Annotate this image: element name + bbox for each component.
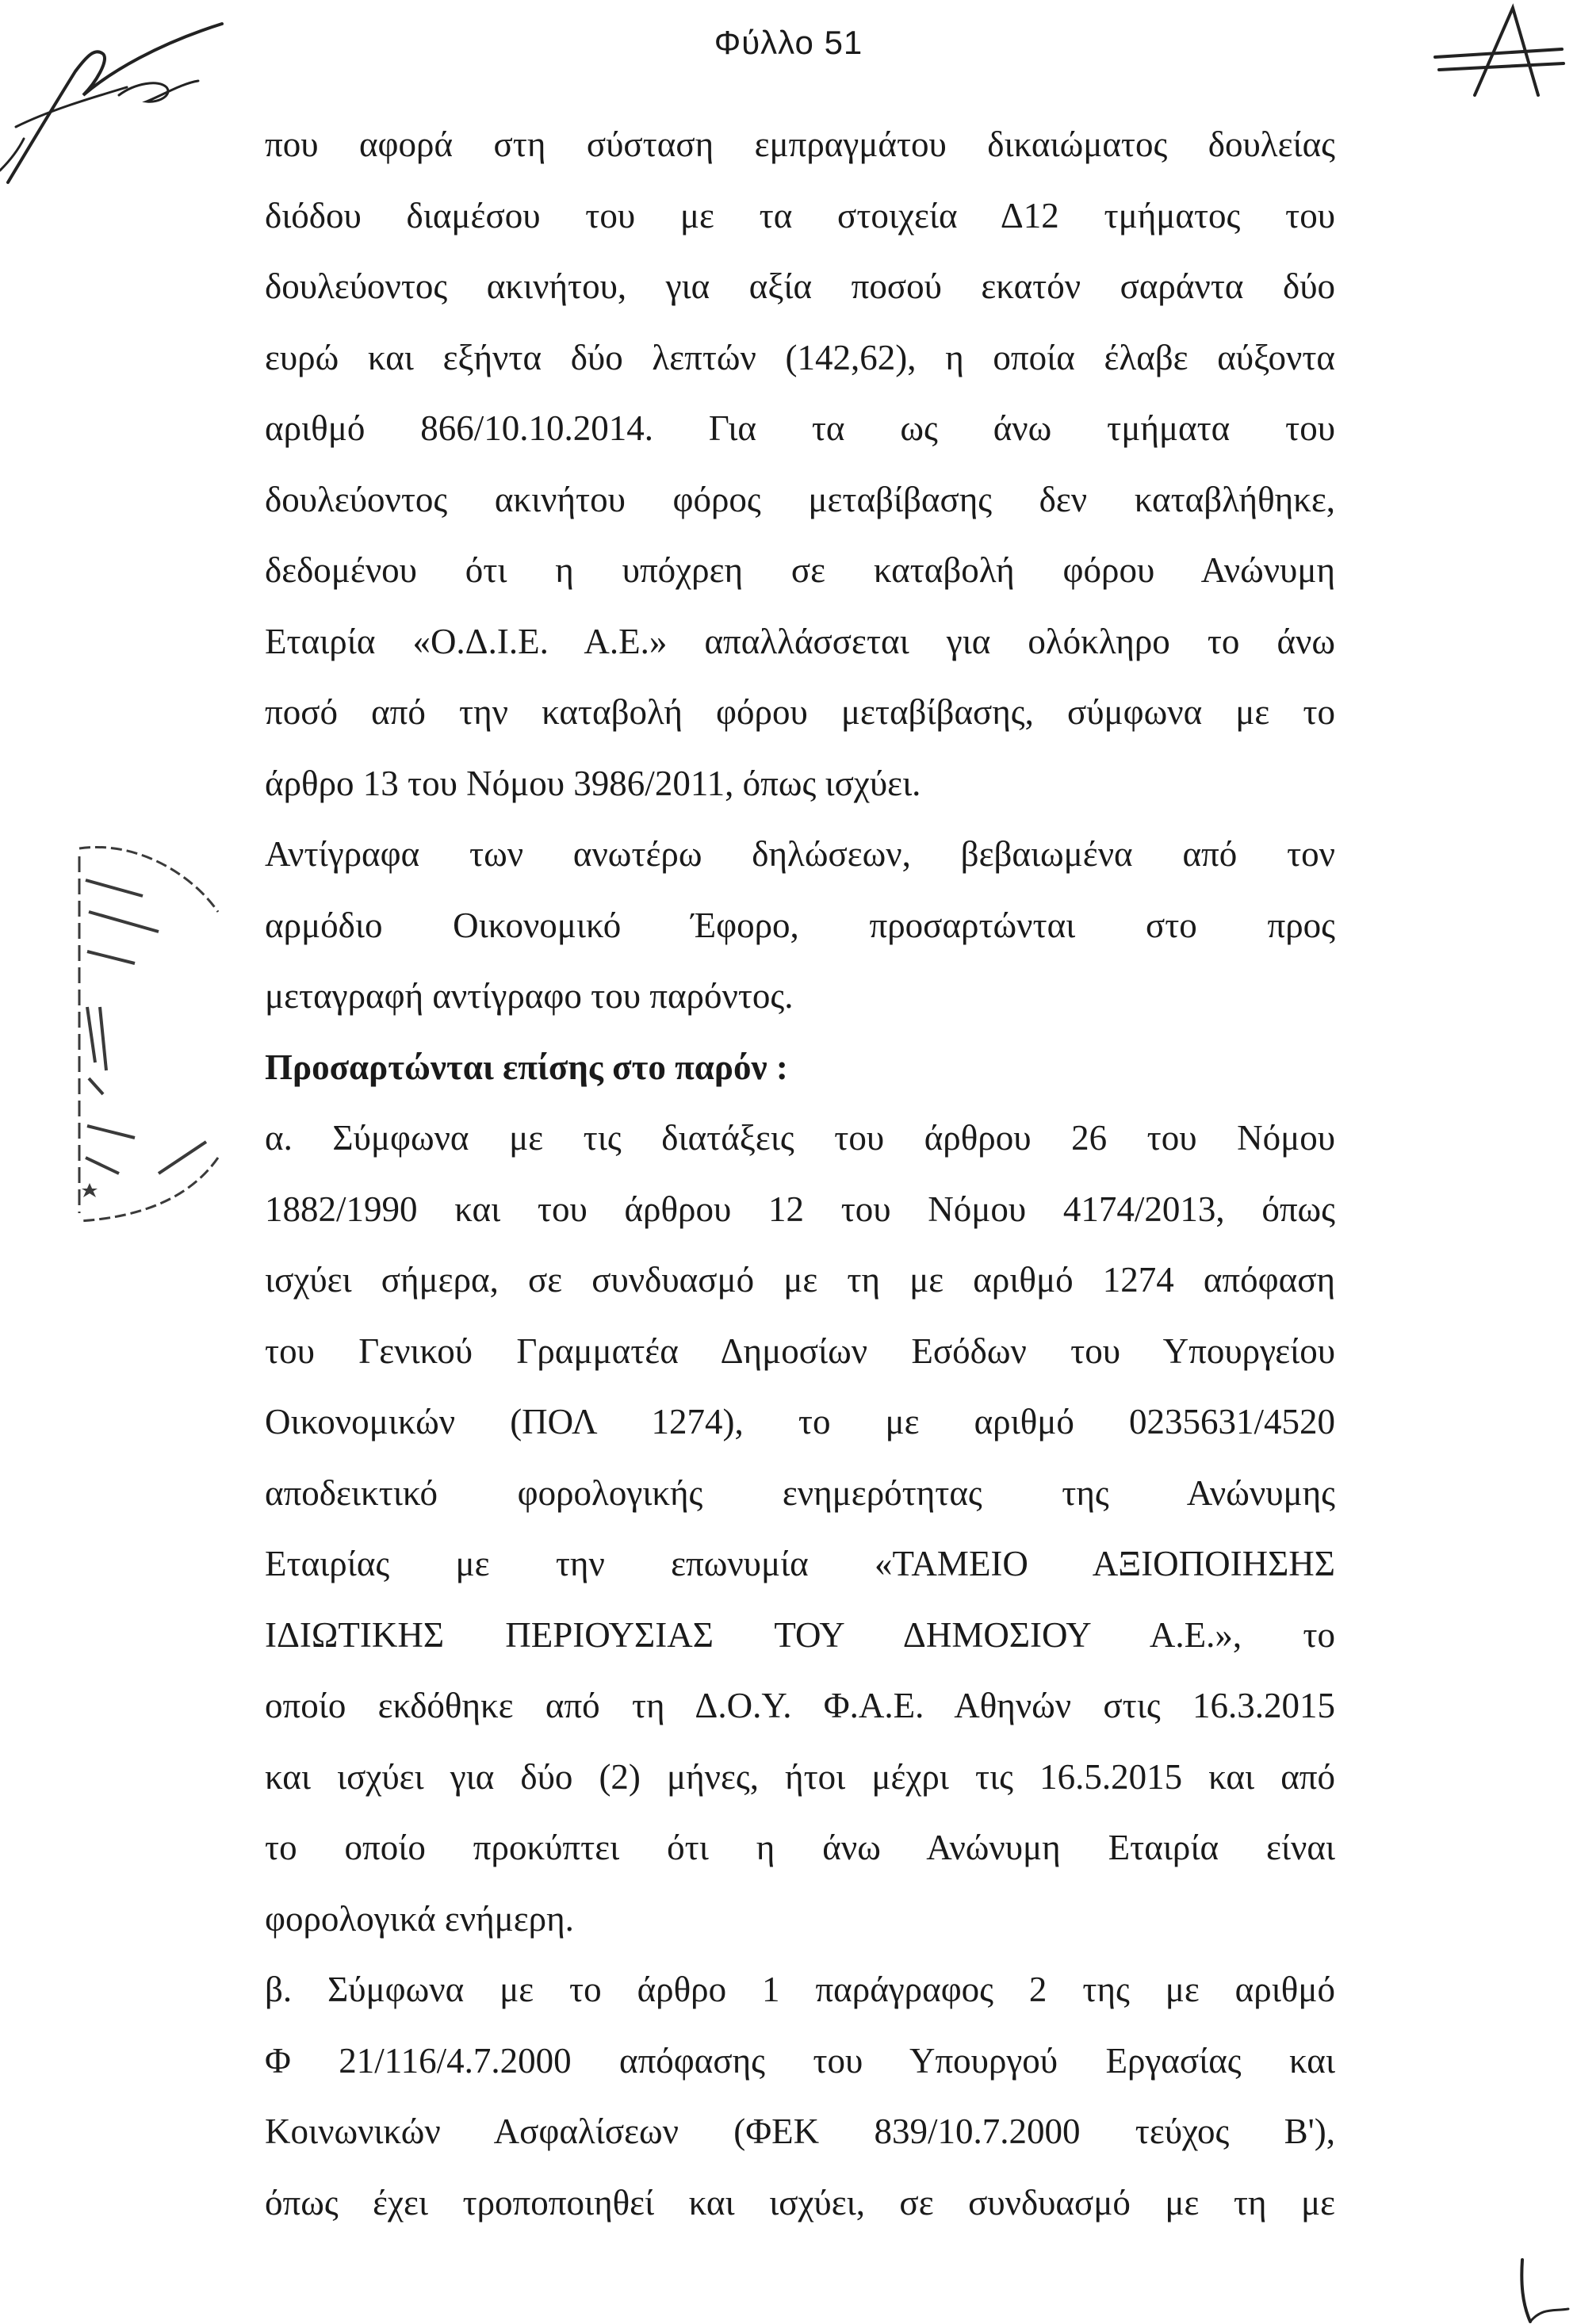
- text-line: 1882/1990 και του άρθρου 12 του Νόμου 4174/2013, όπως: [265, 1189, 1335, 1229]
- text-line: α. Σύμφωνα με τις διατάξεις του άρθρου 26 του Νόμου: [265, 1118, 1335, 1158]
- text-line: δεδομένου ότι η υπόχρεη σε καταβολή φόρου Ανώνυμη: [265, 550, 1335, 590]
- text-line: όπως έχει τροποποιηθεί και ισχύει, σε συνδυασμό με τη με: [265, 2182, 1335, 2223]
- text-line: αρμόδιο Οικονομικό Έφορο, προσαρτώνται στο προς: [265, 905, 1335, 945]
- text-line: που αφορά στη σύσταση εμπραγμάτου δικαιώματος δουλείας: [265, 124, 1335, 164]
- text-line: Φ 21/116/4.7.2000 απόφασης του Υπουργού Εργασίας και: [265, 2040, 1335, 2081]
- text-line: και ισχύει για δύο (2) μήνες, ήτοι μέχρι τις 16.5.2015 και από: [265, 1756, 1335, 1797]
- text-line: φορολογικά ενήμερη.: [265, 1898, 574, 1939]
- body-text: [265, 109, 1335, 2238]
- text-line: Οικονομικών (ΠΟΛ 1274), το με αριθμό 0235631/4520: [265, 1402, 1335, 1441]
- text-line: Αντίγραφα των ανωτέρω δηλώσεων, βεβαιωμένα από τον: [265, 834, 1335, 874]
- text-line: του Γενικού Γραμματέα Δημοσίων Εσόδων του Υπουργείου: [265, 1330, 1335, 1371]
- text-line: Εταιρίας με την επωνυμία «ΤΑΜΕΙΟ ΑΞΙΟΠΟΙΗΣΗΣ: [265, 1544, 1335, 1583]
- sheet-number: Φύλλο 51: [714, 24, 863, 61]
- text-line: ευρώ και εξήντα δύο λεπτών (142,62), η οποία έλαβε αύξοντα: [265, 337, 1335, 377]
- text-line: οποίο εκδόθηκε από τη Δ.Ο.Υ. Φ.Α.Ε. Αθηνών στις 16.3.2015: [265, 1686, 1335, 1725]
- section-heading: Προσαρτώνται επίσης στο παρόν :: [265, 1047, 788, 1087]
- text-line: αριθμό 866/10.10.2014. Για τα ως άνω τμήματα του: [265, 408, 1335, 448]
- text-line: μεταγραφή αντίγραφο του παρόντος.: [265, 976, 794, 1016]
- text-line: ισχύει σήμερα, σε συνδυασμό με τη με αριθμό 1274 απόφαση: [265, 1260, 1335, 1300]
- text-line: δουλεύοντος ακινήτου φόρος μεταβίβασης δεν καταβλήθηκε,: [265, 479, 1335, 519]
- text-line: Εταιρία «Ο.Δ.Ι.Ε. Α.Ε.» απαλλάσσεται για ολόκληρο το άνω: [265, 621, 1335, 661]
- text-line: αποδεικτικό φορολογικής ενημερότητας της Ανώνυμης: [265, 1472, 1335, 1513]
- text-line: β. Σύμφωνα με το άρθρο 1 παράγραφος 2 της με αριθμό: [265, 1970, 1335, 2009]
- text-line: δουλεύοντος ακινήτου, για αξία ποσού εκατόν σαράντα δύο: [265, 266, 1335, 306]
- text-line: το οποίο προκύπτει ότι η άνω Ανώνυμη Εταιρία είναι: [265, 1828, 1335, 1867]
- text-line: διόδου διαμέσου του με τα στοιχεία Δ12 τμήματος του: [265, 195, 1335, 235]
- margin-mark: [1506, 2252, 1570, 2324]
- text-line: Κοινωνικών Ασφαλίσεων (ΦΕΚ 839/10.7.2000 τεύχος Β'),: [265, 2112, 1335, 2151]
- text-line: ποσό από την καταβολή φόρου μεταβίβασης, σύμφωνα με το: [265, 692, 1335, 732]
- official-stamp: [48, 825, 230, 1237]
- text-line: ΙΔΙΩΤΙΚΗΣ ΠΕΡΙΟΥΣΙΑΣ ΤΟΥ ΔΗΜΟΣΙΟΥ Α.Ε.», το: [265, 1614, 1335, 1655]
- text-line: άρθρο 13 του Νόμου 3986/2011, όπως ισχύει.: [265, 763, 921, 803]
